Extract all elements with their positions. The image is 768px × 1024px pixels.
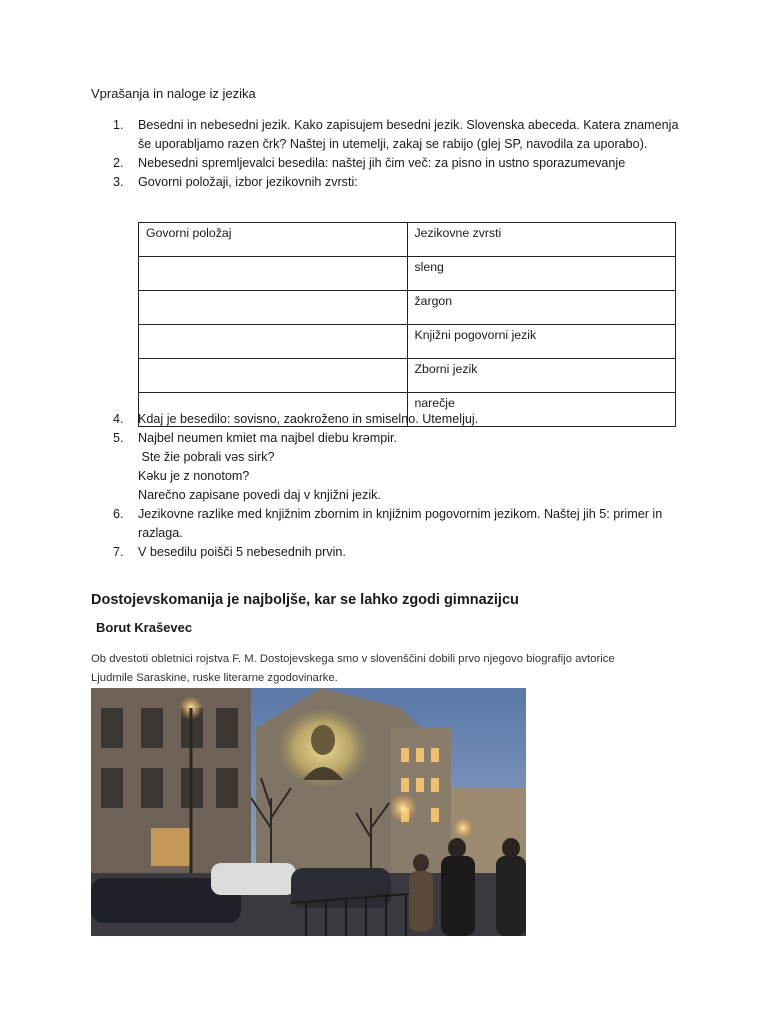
table-row xyxy=(139,325,676,359)
list-item xyxy=(91,173,681,192)
list-item xyxy=(91,505,681,543)
list-number: 3. xyxy=(113,175,124,189)
article-author: Borut Kraševec xyxy=(96,620,193,635)
table-row xyxy=(139,359,676,393)
table-cell xyxy=(139,325,408,359)
question-list xyxy=(91,116,681,192)
list-line: Jezikovne razlike med knjižnim zbornim in knjižnim pogovornim jezikom. Naštej jih 5: primer in razlaga. xyxy=(138,507,663,540)
list-item xyxy=(91,543,681,562)
article-intro: Ob dvestoti obletnici rojstva F. M. Dostojevskega smo v slovenščini dobili prvo njegovo biografijo avtorice Ljudmile Saraskine, ruske literarne zgodovinarke. xyxy=(91,653,615,684)
list-number: 5. xyxy=(113,431,124,445)
list-number: 6. xyxy=(113,507,124,521)
table-header-cell: Govorni položaj xyxy=(139,223,408,257)
list-line: Najbel neumen kmiet ma najbel diebu krəmpir. xyxy=(138,431,398,445)
list-text: Besedni in nebesedni jezik. Kako zapisujem besedni jezik. Slovenska abeceda. Katera znamenja še uporabljamo razen črk? Naštej in utemelji, zakaj se rabijo (glej SP, navodila za uporabo). xyxy=(138,118,679,151)
list-item xyxy=(91,154,681,173)
table-cell: žargon xyxy=(407,291,676,325)
list-line: Kdaj je besedilo: sovisno, zaokroženo in smiselno. Utemeljuj. xyxy=(138,412,479,426)
table-cell: narečje xyxy=(407,393,676,427)
list-number: 2. xyxy=(113,156,124,170)
list-text: Nebesedni spremljevalci besedila: naštej jih čim več: za pisno in ustno sporazumevanje xyxy=(138,156,626,170)
table-cell: Zborni jezik xyxy=(407,359,676,393)
table-header-cell: Jezikovne zvrsti xyxy=(407,223,676,257)
list-item xyxy=(91,410,681,429)
list-number: 1. xyxy=(113,118,124,132)
article-title: Dostojevskomanija je najboljše, kar se lahko zgodi gimnazijcu xyxy=(91,592,519,608)
list-item xyxy=(91,429,681,505)
question-list-continued xyxy=(91,410,681,562)
street-photo xyxy=(91,688,526,936)
list-number: 4. xyxy=(113,412,124,426)
list-line: Narečno zapisane povedi daj v knjižni jezik. xyxy=(138,488,381,502)
list-text: Govorni položaji, izbor jezikovnih zvrsti: xyxy=(138,175,358,189)
page-title: Vprašanja in naloge iz jezika xyxy=(91,86,256,101)
list-number: 7. xyxy=(113,545,124,559)
table-cell xyxy=(139,257,408,291)
table-header-row xyxy=(139,223,676,257)
table-row xyxy=(139,291,676,325)
speech-situation-table xyxy=(138,222,676,427)
list-item xyxy=(91,116,681,154)
table-cell xyxy=(139,359,408,393)
list-line: Kəku je z nonotom? xyxy=(138,469,250,483)
table-cell xyxy=(139,291,408,325)
table-cell: sleng xyxy=(407,257,676,291)
list-line: V besedilu poišči 5 nebesednih prvin. xyxy=(138,545,346,559)
table-row xyxy=(139,257,676,291)
list-line: Ste žie pobrali vəs sirk? xyxy=(138,450,275,464)
table-cell: Knjižni pogovorni jezik xyxy=(407,325,676,359)
